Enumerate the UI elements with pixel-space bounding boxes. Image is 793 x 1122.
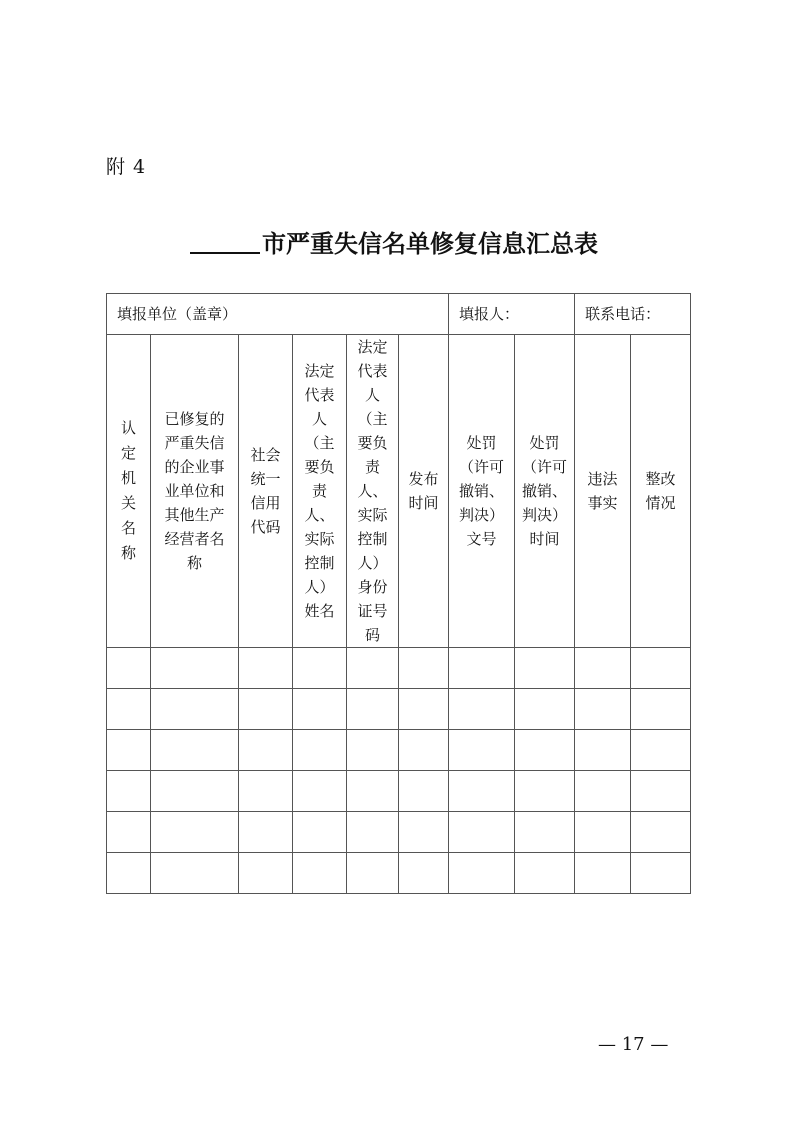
table-cell[interactable] — [515, 853, 575, 894]
table-cell[interactable] — [293, 689, 347, 730]
table-cell[interactable] — [239, 853, 293, 894]
header-label: 违法事实 — [587, 470, 618, 512]
unit-label: 填报单位（盖章） — [117, 305, 238, 323]
table-cell[interactable] — [575, 853, 631, 894]
table-cell[interactable] — [347, 689, 399, 730]
table-cell[interactable] — [107, 648, 151, 689]
header-cell — [293, 335, 347, 648]
table-cell[interactable] — [151, 648, 239, 689]
header-cell — [399, 335, 449, 648]
info-row — [107, 294, 691, 335]
document-title-text: 市严重失信名单修复信息汇总表 — [262, 229, 598, 258]
table-cell[interactable] — [399, 648, 449, 689]
table-cell[interactable] — [631, 730, 691, 771]
table-cell[interactable] — [107, 771, 151, 812]
table-cell[interactable] — [449, 812, 515, 853]
phone-cell[interactable] — [575, 294, 691, 335]
table-cell[interactable] — [151, 689, 239, 730]
header-cell — [515, 335, 575, 648]
header-cell — [575, 335, 631, 648]
attachment-label: 附 4 — [106, 156, 147, 178]
table-row — [107, 771, 691, 812]
document-title — [190, 224, 620, 259]
table-cell[interactable] — [239, 730, 293, 771]
table-cell[interactable] — [449, 648, 515, 689]
table-row — [107, 648, 691, 689]
table-cell[interactable] — [239, 812, 293, 853]
table-cell[interactable] — [449, 689, 515, 730]
unit-cell[interactable] — [107, 294, 449, 335]
table-cell[interactable] — [575, 771, 631, 812]
table-cell[interactable] — [515, 730, 575, 771]
table-cell[interactable] — [239, 771, 293, 812]
table-row — [107, 730, 691, 771]
table-row — [107, 812, 691, 853]
table-cell[interactable] — [449, 853, 515, 894]
table-cell[interactable] — [151, 730, 239, 771]
table-cell[interactable] — [347, 812, 399, 853]
header-cell — [449, 335, 515, 648]
table-cell[interactable] — [107, 730, 151, 771]
header-label: 社会统一信用代码 — [250, 446, 281, 536]
table-cell[interactable] — [293, 648, 347, 689]
table-row — [107, 853, 691, 894]
table-cell[interactable] — [515, 812, 575, 853]
table-cell[interactable] — [631, 853, 691, 894]
header-row — [107, 335, 691, 648]
table-cell[interactable] — [399, 771, 449, 812]
table-cell[interactable] — [239, 648, 293, 689]
header-label: 法定代表人（主要负责人、实际控制人）身份证号码 — [357, 338, 388, 644]
table-cell[interactable] — [575, 812, 631, 853]
header-cell — [347, 335, 399, 648]
table-cell[interactable] — [631, 812, 691, 853]
table-cell[interactable] — [347, 853, 399, 894]
header-label: 发布时间 — [408, 470, 439, 512]
table-cell[interactable] — [151, 853, 239, 894]
table-cell[interactable] — [399, 812, 449, 853]
table-cell[interactable] — [293, 812, 347, 853]
table-cell[interactable] — [631, 648, 691, 689]
table-cell[interactable] — [399, 853, 449, 894]
header-label: 法定代表人（主要负责人、实际控制人）姓名 — [304, 362, 335, 620]
title-blank-line — [190, 230, 260, 254]
table-cell[interactable] — [575, 689, 631, 730]
table-cell[interactable] — [575, 730, 631, 771]
summary-table — [106, 293, 691, 894]
table-cell[interactable] — [347, 771, 399, 812]
table-cell[interactable] — [399, 689, 449, 730]
header-label: 认定机关名称 — [120, 419, 136, 562]
table-cell[interactable] — [239, 689, 293, 730]
table-row — [107, 689, 691, 730]
table-cell[interactable] — [515, 771, 575, 812]
table-cell[interactable] — [575, 648, 631, 689]
phone-label: 联系电话： — [585, 305, 661, 323]
table-cell[interactable] — [293, 730, 347, 771]
table-cell[interactable] — [107, 812, 151, 853]
header-cell — [239, 335, 293, 648]
page-number: — 17 — — [598, 1034, 669, 1055]
header-label: 已修复的严重失信的企业事业单位和其他生产经营者名称 — [164, 410, 225, 572]
header-cell — [631, 335, 691, 648]
table-cell[interactable] — [347, 730, 399, 771]
table-cell[interactable] — [347, 648, 399, 689]
table-cell[interactable] — [399, 730, 449, 771]
table-cell[interactable] — [151, 771, 239, 812]
header-label: 整改情况 — [645, 470, 676, 512]
table-cell[interactable] — [449, 730, 515, 771]
header-label: 处罚（许可撤销、判决）时间 — [522, 434, 568, 548]
table-cell[interactable] — [515, 648, 575, 689]
header-cell — [107, 335, 151, 648]
table-cell[interactable] — [107, 689, 151, 730]
table-cell[interactable] — [151, 812, 239, 853]
header-label: 处罚（许可撤销、判决）文号 — [459, 434, 505, 548]
header-cell — [151, 335, 239, 648]
table-cell[interactable] — [631, 689, 691, 730]
table-cell[interactable] — [449, 771, 515, 812]
table-cell[interactable] — [631, 771, 691, 812]
table-cell[interactable] — [107, 853, 151, 894]
reporter-label: 填报人： — [459, 305, 520, 323]
table-cell[interactable] — [293, 853, 347, 894]
reporter-cell[interactable] — [449, 294, 575, 335]
table-cell[interactable] — [515, 689, 575, 730]
table-cell[interactable] — [293, 771, 347, 812]
